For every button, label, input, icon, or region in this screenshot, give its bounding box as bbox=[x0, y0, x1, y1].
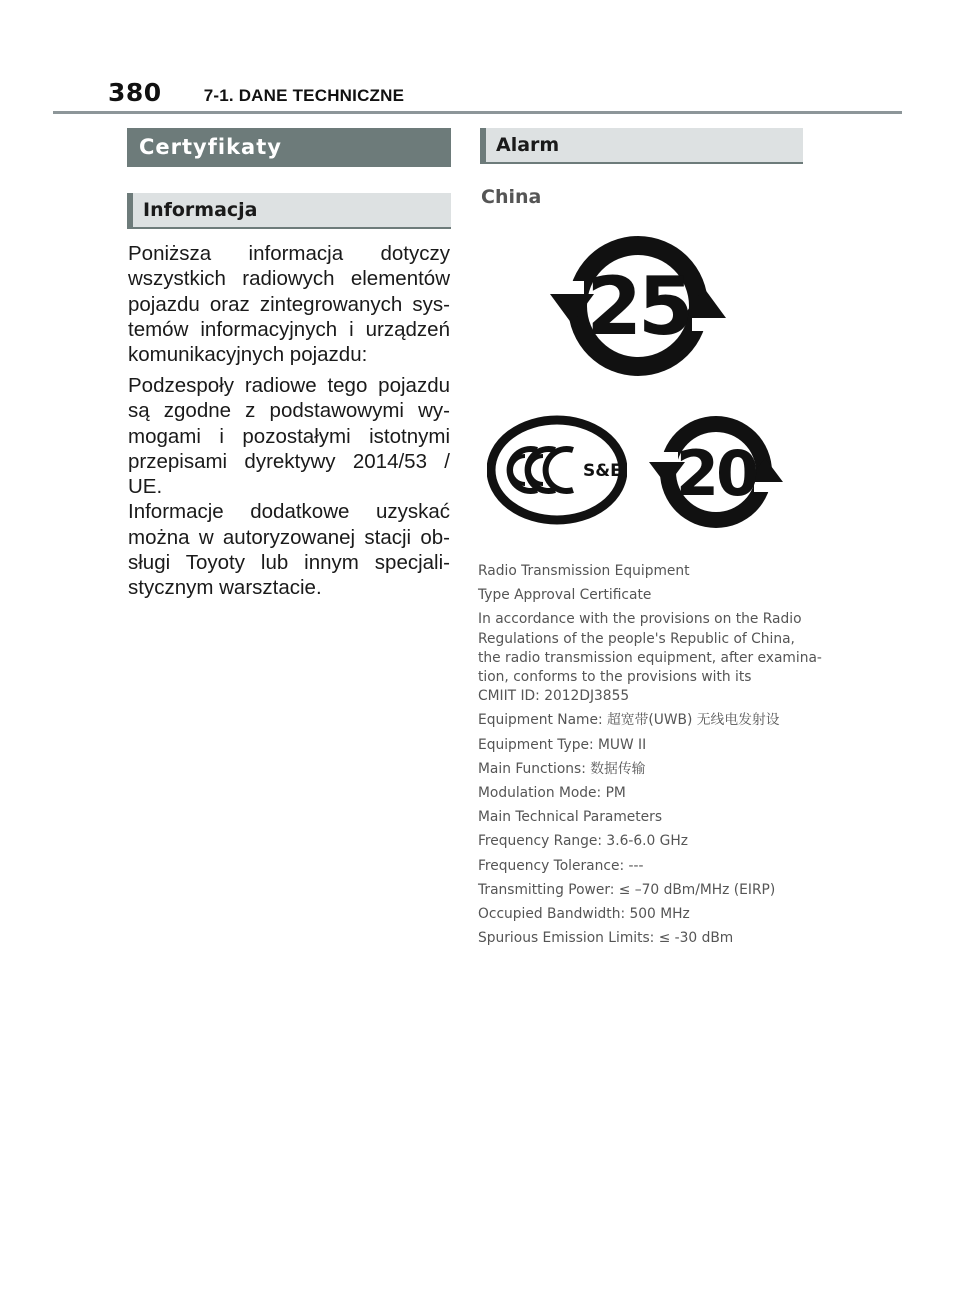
text-line: mogami i pozostałymi istotnymi bbox=[128, 424, 450, 448]
text-line: komunikacyjnych pojazdu: bbox=[128, 343, 368, 367]
cert-line: In accordance with the provisions on the Radio bbox=[478, 611, 802, 628]
chapter-title: 7-1. DANE TECHNICZNE bbox=[203, 86, 405, 105]
ccc-subtitle: S&E bbox=[583, 461, 622, 481]
cert-line: Modulation Mode: PM bbox=[478, 785, 626, 802]
country-label: China bbox=[481, 186, 542, 208]
efup-20-number: 20 bbox=[675, 437, 757, 510]
cert-line: Main Functions: 数据传输 bbox=[478, 760, 646, 777]
cert-line: Frequency Tolerance: --- bbox=[478, 857, 644, 874]
text-line: są zgodne z podstawowymi wy- bbox=[128, 399, 450, 423]
ccc-certification-logo bbox=[487, 414, 627, 526]
certificate-text bbox=[478, 562, 822, 948]
header-divider bbox=[53, 111, 902, 114]
cert-line: Occupied Bandwidth: 500 MHz bbox=[478, 906, 690, 923]
cert-line: Frequency Range: 3.6-6.0 GHz bbox=[478, 833, 688, 850]
text-line: Poniższa informacja dotyczy bbox=[128, 242, 450, 265]
page-number: 380 bbox=[108, 78, 162, 107]
text-line: wszystkich radiowych elementów bbox=[128, 267, 450, 291]
cert-line: Type Approval Certificate bbox=[478, 587, 652, 604]
cert-line: Transmitting Power: ≤ –70 dBm/MHz (EIRP) bbox=[478, 881, 776, 898]
section-title-certyfikaty: Certyfikaty bbox=[127, 128, 451, 167]
subsection-title-informacja: Informacja bbox=[127, 193, 451, 229]
paragraph-compliance bbox=[128, 373, 450, 601]
efup-25-number: 25 bbox=[586, 260, 690, 353]
cert-line: Equipment Name: 超宽带(UWB) 无线电发射设 bbox=[478, 712, 780, 729]
cert-line: the radio transmission equipment, after examina- bbox=[478, 649, 822, 666]
cert-line: Radio Transmission Equipment bbox=[478, 563, 690, 579]
cert-line: Main Technical Parameters bbox=[478, 809, 663, 826]
page-header bbox=[108, 78, 404, 107]
text-line: Podzespoły radiowe tego pojazdu bbox=[128, 374, 450, 397]
efup-25-logo bbox=[548, 226, 728, 386]
cert-line: Regulations of the people's Republic of China, bbox=[478, 630, 795, 647]
text-line: pojazdu oraz zintegrowanych sys- bbox=[128, 292, 450, 316]
section-title-alarm: Alarm bbox=[480, 128, 803, 164]
cert-line: Spurious Emission Limits: ≤ -30 dBm bbox=[478, 930, 734, 947]
text-line: Informacje dodatkowe uzyskać bbox=[128, 500, 450, 524]
text-line: przepisami dyrektywy 2014/53 / UE. bbox=[128, 449, 450, 499]
cert-line: CMIIT ID: 2012DJ3855 bbox=[478, 688, 630, 705]
efup-20-logo bbox=[648, 410, 784, 534]
cert-line: tion, conforms to the provisions with its bbox=[478, 669, 752, 686]
text-line: sługi Toyoty lub innym specjali- bbox=[128, 551, 450, 575]
cert-line: Equipment Type: MUW II bbox=[478, 736, 647, 753]
text-line: stycznym warsztacie. bbox=[128, 576, 322, 600]
text-line: temów informacyjnych i urządzeń bbox=[128, 317, 450, 341]
paragraph-scope bbox=[128, 241, 450, 367]
text-line: można w autoryzowanej stacji ob- bbox=[128, 525, 450, 549]
